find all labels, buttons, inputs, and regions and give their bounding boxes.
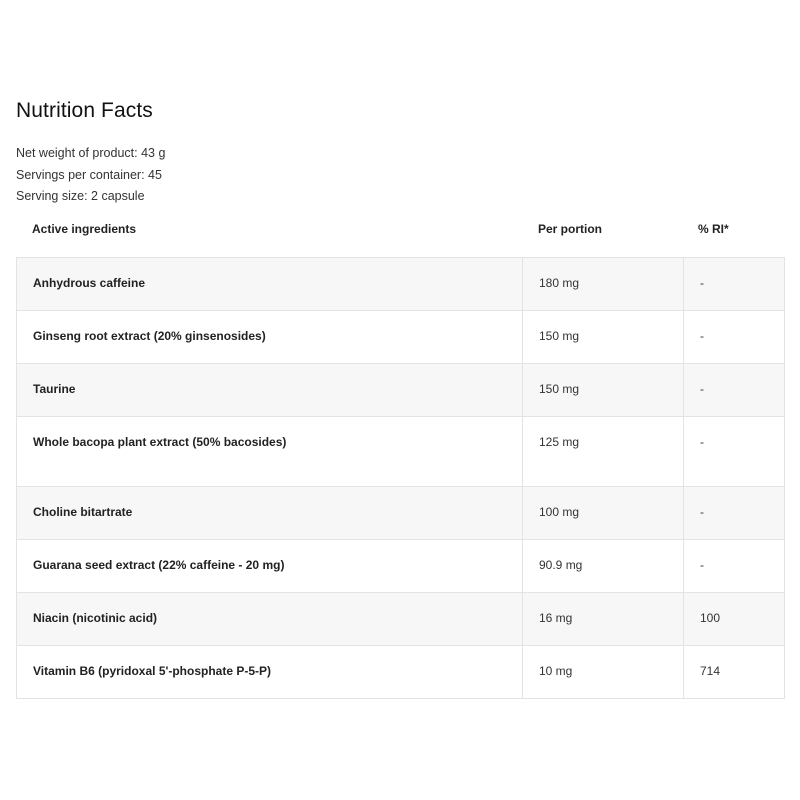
table-row [17,364,785,417]
per-portion-value: 90.9 mg [523,540,684,593]
table-row [17,417,785,487]
net-weight-text: Net weight of product: 43 g [16,146,166,160]
table-row [17,540,785,593]
per-portion-value: 10 mg [523,646,684,699]
table-row [17,593,785,646]
serving-size-text: Serving size: 2 capsule [16,189,145,203]
ingredient-name: Niacin (nicotinic acid) [17,593,523,646]
ingredient-name: Ginseng root extract (20% ginsenosides) [17,311,523,364]
table-row [17,646,785,699]
ingredient-name: Anhydrous caffeine [17,258,523,311]
per-portion-value: 16 mg [523,593,684,646]
table-row [17,487,785,540]
header-percent-ri: % RI* [698,222,729,236]
per-portion-value: 125 mg [523,417,684,487]
ri-value: 714 [684,646,785,699]
per-portion-value: 180 mg [523,258,684,311]
header-per-portion: Per portion [538,222,603,236]
ri-value: - [684,364,785,417]
per-portion-value: 150 mg [523,311,684,364]
per-portion-value: 150 mg [523,364,684,417]
per-portion-value: 100 mg [523,487,684,540]
table-row [17,311,785,364]
page-title: Nutrition Facts [16,99,153,122]
nutrition-table [16,257,785,699]
table-row [17,258,785,311]
ri-value: - [684,487,785,540]
ri-value: - [684,258,785,311]
ri-value: - [684,540,785,593]
table-header [16,222,784,242]
header-active-ingredients: Active ingredients [32,222,137,236]
product-info [16,143,165,208]
ri-value: - [684,311,785,364]
ingredient-name: Guarana seed extract (22% caffeine - 20 mg) [17,540,523,593]
ri-value: - [684,417,785,487]
servings-per-container-text: Servings per container: 45 [16,167,162,182]
ingredient-name: Taurine [17,364,523,417]
ingredient-name: Choline bitartrate [17,487,523,540]
ingredient-name: Whole bacopa plant extract (50% bacosides) [17,417,523,487]
ri-value: 100 [684,593,785,646]
ingredient-name: Vitamin B6 (pyridoxal 5'-phosphate P-5-P) [17,646,523,699]
